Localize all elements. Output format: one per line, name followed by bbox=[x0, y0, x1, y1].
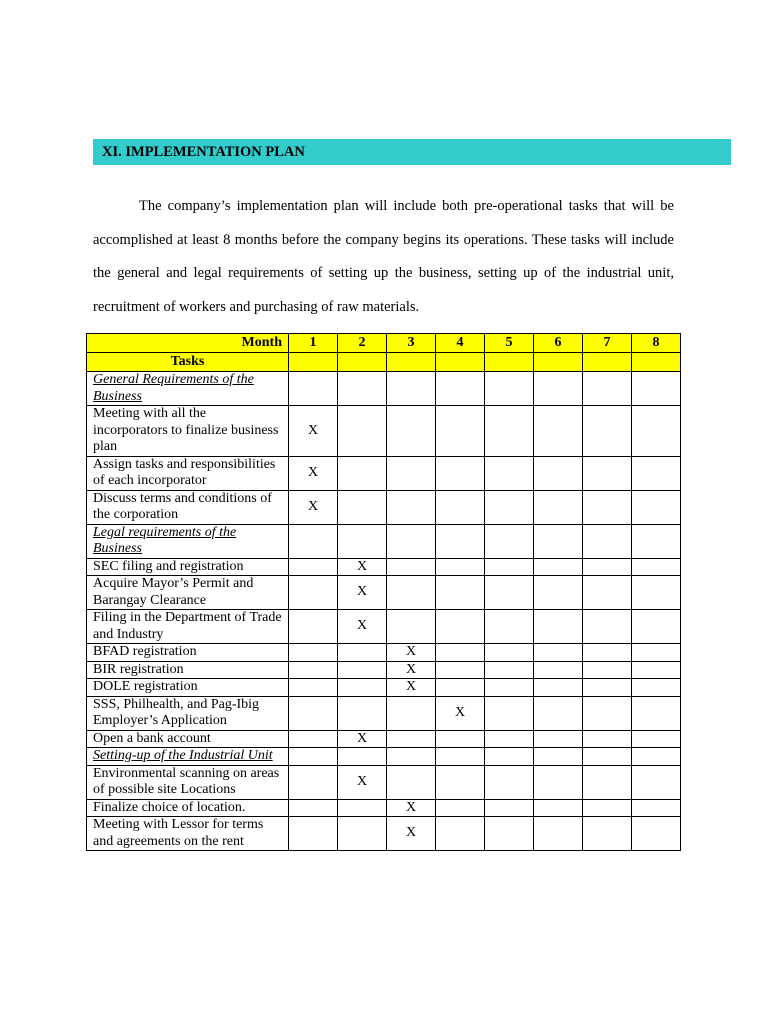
schedule-cell bbox=[338, 696, 387, 730]
header-empty-cell bbox=[534, 353, 583, 372]
month-header: 2 bbox=[338, 334, 387, 353]
schedule-cell bbox=[436, 661, 485, 679]
schedule-cell bbox=[632, 748, 681, 766]
task-label: Filing in the Department of Trade and Industry bbox=[87, 610, 289, 644]
schedule-cell bbox=[289, 679, 338, 697]
month-header-row bbox=[87, 334, 681, 353]
schedule-cell bbox=[534, 730, 583, 748]
category-label: Legal requirements of the Business bbox=[87, 524, 289, 558]
schedule-cell bbox=[338, 372, 387, 406]
task-label: SSS, Philhealth, and Pag-Ibig Employer’s Application bbox=[87, 696, 289, 730]
schedule-cell bbox=[338, 661, 387, 679]
schedule-cell bbox=[583, 765, 632, 799]
schedule-cell bbox=[534, 748, 583, 766]
schedule-mark: X bbox=[289, 490, 338, 524]
schedule-cell bbox=[632, 406, 681, 457]
schedule-cell bbox=[387, 765, 436, 799]
tasks-header-row bbox=[87, 353, 681, 372]
schedule-cell bbox=[632, 817, 681, 851]
schedule-cell bbox=[289, 644, 338, 662]
schedule-cell bbox=[583, 679, 632, 697]
task-row bbox=[87, 406, 681, 457]
schedule-cell bbox=[289, 610, 338, 644]
schedule-cell bbox=[583, 610, 632, 644]
schedule-cell bbox=[632, 456, 681, 490]
schedule-cell bbox=[534, 490, 583, 524]
task-row bbox=[87, 644, 681, 662]
schedule-cell bbox=[387, 748, 436, 766]
task-label: Acquire Mayor’s Permit and Barangay Clearance bbox=[87, 576, 289, 610]
task-label: Meeting with Lessor for terms and agreements on the rent bbox=[87, 817, 289, 851]
schedule-cell bbox=[583, 406, 632, 457]
schedule-cell bbox=[534, 661, 583, 679]
schedule-cell bbox=[485, 817, 534, 851]
schedule-mark: X bbox=[387, 817, 436, 851]
schedule-cell bbox=[387, 696, 436, 730]
task-row bbox=[87, 456, 681, 490]
header-empty-cell bbox=[485, 353, 534, 372]
task-row bbox=[87, 661, 681, 679]
schedule-cell bbox=[534, 765, 583, 799]
month-header: 4 bbox=[436, 334, 485, 353]
schedule-cell bbox=[289, 558, 338, 576]
schedule-cell bbox=[485, 644, 534, 662]
task-row bbox=[87, 730, 681, 748]
schedule-cell bbox=[436, 490, 485, 524]
schedule-cell bbox=[485, 799, 534, 817]
section-heading: XI. IMPLEMENTATION PLAN bbox=[93, 139, 731, 165]
schedule-cell bbox=[583, 490, 632, 524]
schedule-cell bbox=[534, 696, 583, 730]
task-label: SEC filing and registration bbox=[87, 558, 289, 576]
month-header: 3 bbox=[387, 334, 436, 353]
schedule-cell bbox=[534, 456, 583, 490]
task-label: Environmental scanning on areas of possible site Locations bbox=[87, 765, 289, 799]
month-header: 7 bbox=[583, 334, 632, 353]
task-row bbox=[87, 610, 681, 644]
task-row bbox=[87, 817, 681, 851]
schedule-cell bbox=[534, 524, 583, 558]
schedule-cell bbox=[436, 610, 485, 644]
schedule-cell bbox=[289, 696, 338, 730]
schedule-cell bbox=[583, 576, 632, 610]
month-label: Month bbox=[87, 334, 289, 353]
schedule-cell bbox=[632, 730, 681, 748]
schedule-cell bbox=[338, 524, 387, 558]
schedule-mark: X bbox=[289, 406, 338, 457]
implementation-plan-table bbox=[86, 333, 681, 851]
task-label: Assign tasks and responsibilities of each incorporator bbox=[87, 456, 289, 490]
schedule-cell bbox=[289, 748, 338, 766]
schedule-cell bbox=[583, 817, 632, 851]
month-header: 8 bbox=[632, 334, 681, 353]
schedule-cell bbox=[485, 696, 534, 730]
schedule-cell bbox=[289, 817, 338, 851]
schedule-cell bbox=[632, 765, 681, 799]
schedule-cell bbox=[485, 576, 534, 610]
intro-paragraph: The company’s implementation plan will include both pre-operational tasks that will be accomplished at least 8 months before the company begins its operations. These tasks will include the general and legal requirements of setting up the business, setting up of the industrial unit, recruitment of workers and purchasing of raw materials. bbox=[93, 198, 674, 315]
schedule-cell bbox=[436, 558, 485, 576]
schedule-cell bbox=[632, 644, 681, 662]
schedule-cell bbox=[289, 372, 338, 406]
header-empty-cell bbox=[632, 353, 681, 372]
schedule-cell bbox=[632, 799, 681, 817]
schedule-cell bbox=[387, 372, 436, 406]
category-row bbox=[87, 748, 681, 766]
schedule-cell bbox=[387, 730, 436, 748]
schedule-mark: X bbox=[387, 644, 436, 662]
category-row bbox=[87, 372, 681, 406]
schedule-cell bbox=[436, 406, 485, 457]
schedule-cell bbox=[583, 730, 632, 748]
schedule-cell bbox=[485, 490, 534, 524]
schedule-cell bbox=[534, 558, 583, 576]
task-label: DOLE registration bbox=[87, 679, 289, 697]
schedule-cell bbox=[436, 524, 485, 558]
task-row bbox=[87, 576, 681, 610]
schedule-cell bbox=[289, 661, 338, 679]
schedule-cell bbox=[632, 490, 681, 524]
month-header: 6 bbox=[534, 334, 583, 353]
schedule-cell bbox=[338, 406, 387, 457]
schedule-mark: X bbox=[338, 730, 387, 748]
schedule-cell bbox=[436, 576, 485, 610]
schedule-cell bbox=[534, 406, 583, 457]
schedule-cell bbox=[485, 406, 534, 457]
schedule-cell bbox=[485, 661, 534, 679]
schedule-cell bbox=[534, 576, 583, 610]
schedule-cell bbox=[583, 661, 632, 679]
schedule-cell bbox=[485, 456, 534, 490]
schedule-mark: X bbox=[289, 456, 338, 490]
schedule-cell bbox=[534, 610, 583, 644]
schedule-cell bbox=[436, 730, 485, 748]
schedule-cell bbox=[534, 799, 583, 817]
schedule-cell bbox=[289, 576, 338, 610]
schedule-cell bbox=[289, 524, 338, 558]
schedule-cell bbox=[436, 644, 485, 662]
schedule-mark: X bbox=[387, 799, 436, 817]
task-row bbox=[87, 799, 681, 817]
plan-body bbox=[87, 372, 681, 851]
schedule-cell bbox=[485, 679, 534, 697]
schedule-mark: X bbox=[338, 610, 387, 644]
header-empty-cell bbox=[436, 353, 485, 372]
schedule-cell bbox=[485, 748, 534, 766]
schedule-cell bbox=[485, 730, 534, 748]
tasks-label: Tasks bbox=[87, 353, 289, 372]
schedule-mark: X bbox=[436, 696, 485, 730]
month-header: 1 bbox=[289, 334, 338, 353]
schedule-cell bbox=[387, 406, 436, 457]
task-row bbox=[87, 696, 681, 730]
schedule-cell bbox=[534, 644, 583, 662]
schedule-cell bbox=[436, 765, 485, 799]
schedule-cell bbox=[387, 524, 436, 558]
header-empty-cell bbox=[338, 353, 387, 372]
schedule-cell bbox=[534, 817, 583, 851]
month-header: 5 bbox=[485, 334, 534, 353]
header-empty-cell bbox=[387, 353, 436, 372]
schedule-cell bbox=[583, 558, 632, 576]
schedule-cell bbox=[485, 372, 534, 406]
schedule-cell bbox=[485, 610, 534, 644]
schedule-cell bbox=[632, 524, 681, 558]
schedule-mark: X bbox=[387, 661, 436, 679]
schedule-cell bbox=[387, 456, 436, 490]
schedule-cell bbox=[436, 372, 485, 406]
schedule-cell bbox=[583, 696, 632, 730]
schedule-cell bbox=[338, 748, 387, 766]
task-label: Open a bank account bbox=[87, 730, 289, 748]
task-row bbox=[87, 765, 681, 799]
schedule-cell bbox=[632, 610, 681, 644]
schedule-cell bbox=[583, 372, 632, 406]
task-row bbox=[87, 558, 681, 576]
schedule-cell bbox=[534, 372, 583, 406]
schedule-cell bbox=[485, 524, 534, 558]
task-label: BIR registration bbox=[87, 661, 289, 679]
task-label: Discuss terms and conditions of the corporation bbox=[87, 490, 289, 524]
schedule-cell bbox=[289, 799, 338, 817]
schedule-cell bbox=[436, 799, 485, 817]
schedule-cell bbox=[583, 644, 632, 662]
schedule-cell bbox=[583, 748, 632, 766]
schedule-mark: X bbox=[338, 765, 387, 799]
schedule-cell bbox=[436, 748, 485, 766]
schedule-cell bbox=[632, 576, 681, 610]
schedule-mark: X bbox=[338, 576, 387, 610]
header-empty-cell bbox=[289, 353, 338, 372]
category-row bbox=[87, 524, 681, 558]
schedule-cell bbox=[583, 524, 632, 558]
schedule-cell bbox=[387, 490, 436, 524]
schedule-cell bbox=[338, 679, 387, 697]
category-label: Setting-up of the Industrial Unit bbox=[87, 748, 289, 766]
task-row bbox=[87, 490, 681, 524]
schedule-cell bbox=[583, 799, 632, 817]
schedule-cell bbox=[387, 576, 436, 610]
header-empty-cell bbox=[583, 353, 632, 372]
schedule-cell bbox=[436, 817, 485, 851]
schedule-cell bbox=[632, 372, 681, 406]
schedule-mark: X bbox=[387, 679, 436, 697]
schedule-cell bbox=[436, 456, 485, 490]
schedule-cell bbox=[338, 817, 387, 851]
schedule-cell bbox=[338, 456, 387, 490]
task-label: Meeting with all the incorporators to finalize business plan bbox=[87, 406, 289, 457]
schedule-cell bbox=[583, 456, 632, 490]
schedule-cell bbox=[632, 696, 681, 730]
schedule-cell bbox=[338, 644, 387, 662]
task-label: BFAD registration bbox=[87, 644, 289, 662]
schedule-cell bbox=[632, 661, 681, 679]
category-label: General Requirements of the Business bbox=[87, 372, 289, 406]
schedule-cell bbox=[632, 679, 681, 697]
schedule-cell bbox=[436, 679, 485, 697]
schedule-cell bbox=[485, 765, 534, 799]
schedule-cell bbox=[338, 799, 387, 817]
task-label: Finalize choice of location. bbox=[87, 799, 289, 817]
schedule-cell bbox=[338, 490, 387, 524]
schedule-mark: X bbox=[338, 558, 387, 576]
schedule-cell bbox=[387, 558, 436, 576]
schedule-cell bbox=[289, 765, 338, 799]
schedule-cell bbox=[289, 730, 338, 748]
schedule-cell bbox=[387, 610, 436, 644]
schedule-cell bbox=[632, 558, 681, 576]
schedule-cell bbox=[534, 679, 583, 697]
task-row bbox=[87, 679, 681, 697]
schedule-cell bbox=[485, 558, 534, 576]
